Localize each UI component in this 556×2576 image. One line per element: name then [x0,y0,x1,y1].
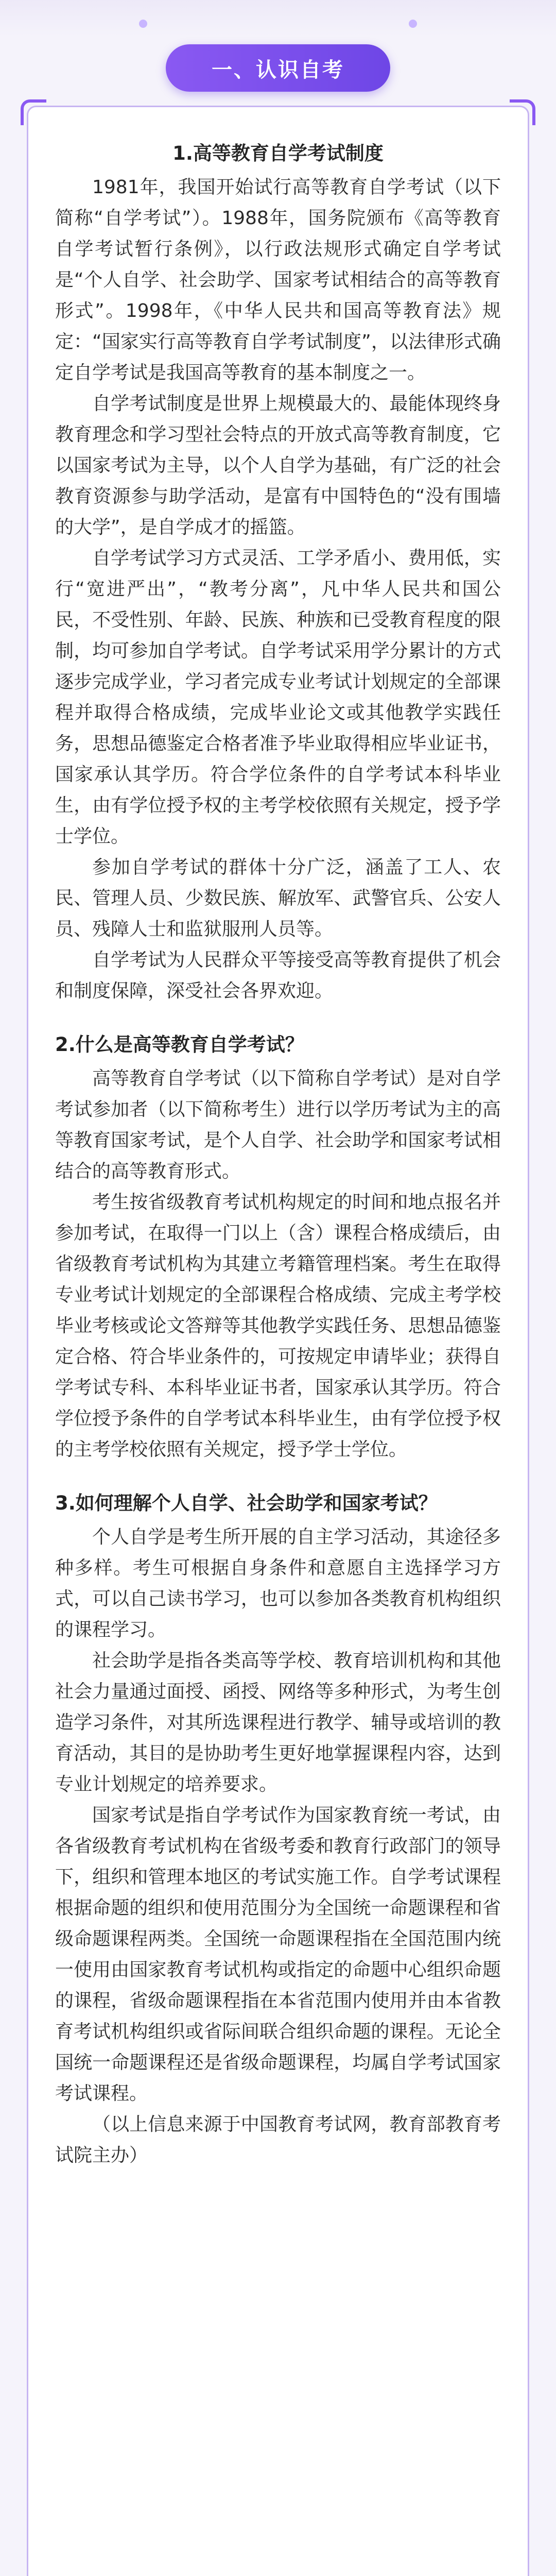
section-title: 一、认识自考 [212,58,344,82]
section-2-paragraph: 考生按省级教育考试机构规定的时间和地点报名并参加考试，在取得一门以上（含）课程合格成绩后，由省级教育考试机构为其建立考籍管理档案。考生在取得专业考试计划规定的全部课程合格成绩、完成主考学校毕业考核或论文答辩等其他教学实践任务、思想品德鉴定合格、符合毕业条件的，可按规定申请毕业；获得自学考试专科、本科毕业证书者，国家承认其学历。符合学位授予条件的自学考试本科毕业生，由有学位授予权的主考学校依照有关规定，授予学士学位。 [55,1192,501,1460]
section-3 [55,1488,501,2171]
section-3-paragraph: 个人自学是考生所开展的自主学习活动，其途径多种多样。考生可根据自身条件和意愿自主选择学习方式，可以自己读书学习，也可以参加各类教育机构组织的课程学习。 [55,1527,501,1640]
section-1-paragraph: 自学考试学习方式灵活、工学矛盾小、费用低，实行“宽进严出”，“教考分离”，凡中华人民共和国公民，不受性别、年龄、民族、种族和已受教育程度的限制，均可参加自学考试。自学考试采用学分累计的方式逐步完成学业，学习者完成专业考试计划规定的全部课程并取得合格成绩，完成毕业论文或其他教学实践任务，思想品德鉴定合格者准予毕业取得相应毕业证书，国家承认其学历。符合学位条件的自学考试本科毕业生，由有学位授予权的主考学校依照有关规定，授予学士学位。 [55,548,501,847]
pill-dot-right [409,20,417,28]
section-3-heading: 3.如何理解个人自学、社会助学和国家考试？ [55,1492,438,1514]
section-3-paragraph: 社会助学是指各类高等学校、教育培训机构和其他社会力量通过面授、函授、网络等多种形式，为考生创造学习条件，对其所选课程进行教学、辅导或培训的教育活动，其目的是协助考生更好地掌握课程内容，达到专业计划规定的培养要求。 [55,1650,501,1795]
section-3-paragraph: 国家考试是指自学考试作为国家教育统一考试，由各省级教育考试机构在省级考委和教育行政部门的领导下，组织和管理本地区的考试实施工作。自学考试课程根据命题的组织和使用范围分为全国统一命题课程和省级命题课程两类。全国统一命题课程指在全国范围内统一使用由国家教育考试机构或指定的命题中心组织命题的课程，省级命题课程指在本省范围内使用并由本省教育考试机构组织或省际间联合组织命题的课程。无论全国统一命题课程还是省级命题课程，均属自学考试国家考试课程。 [55,1805,501,2104]
source-note: （以上信息来源于中国教育考试网，教育部教育考试院主办） [55,2114,501,2166]
top-decoration [0,0,556,36]
section-1-paragraph: 自学考试为人民群众平等接受高等教育提供了机会和制度保障，深受社会各界欢迎。 [55,950,501,1002]
pill-dot-left [139,20,147,28]
section-1-paragraph: 1981年，我国开始试行高等教育自学考试（以下简称“自学考试”）。1988年，国务院颁布《高等教育自学考试暂行条例》，以行政法规形式确定自学考试是“个人自学、社会助学、国家考试相结合的高等教育形式”。1998年，《中华人民共和国高等教育法》规定：“国家实行高等教育自学考试制度”，以法律形式确定自学考试是我国高等教育的基本制度之一。 [55,177,501,383]
section-2-heading: 2.什么是高等教育自学考试？ [55,1033,304,1056]
section-1-paragraph: 自学考试制度是世界上规模最大的、最能体现终身教育理念和学习型社会特点的开放式高等教育制度，它以国家考试为主导，以个人自学为基础，有广泛的社会教育资源参与助学活动，是富有中国特色的“没有围墙的大学”，是自学成才的摇篮。 [55,393,501,538]
section-title-pill [166,44,390,92]
content-card [27,106,529,2576]
section-2-paragraph: 高等教育自学考试（以下简称自学考试）是对自学考试参加者（以下简称考生）进行以学历考试为主的高等教育国家考试，是个人自学、社会助学和国家考试相结合的高等教育形式。 [55,1068,501,1182]
section-2 [55,1029,501,1465]
section-1 [55,138,501,1007]
section-1-heading: 1.高等教育自学考试制度 [172,142,384,164]
section-1-paragraph: 参加自学考试的群体十分广泛，涵盖了工人、农民、管理人员、少数民族、解放军、武警官兵、公安人员、残障人士和监狱服刑人员等。 [55,857,501,940]
